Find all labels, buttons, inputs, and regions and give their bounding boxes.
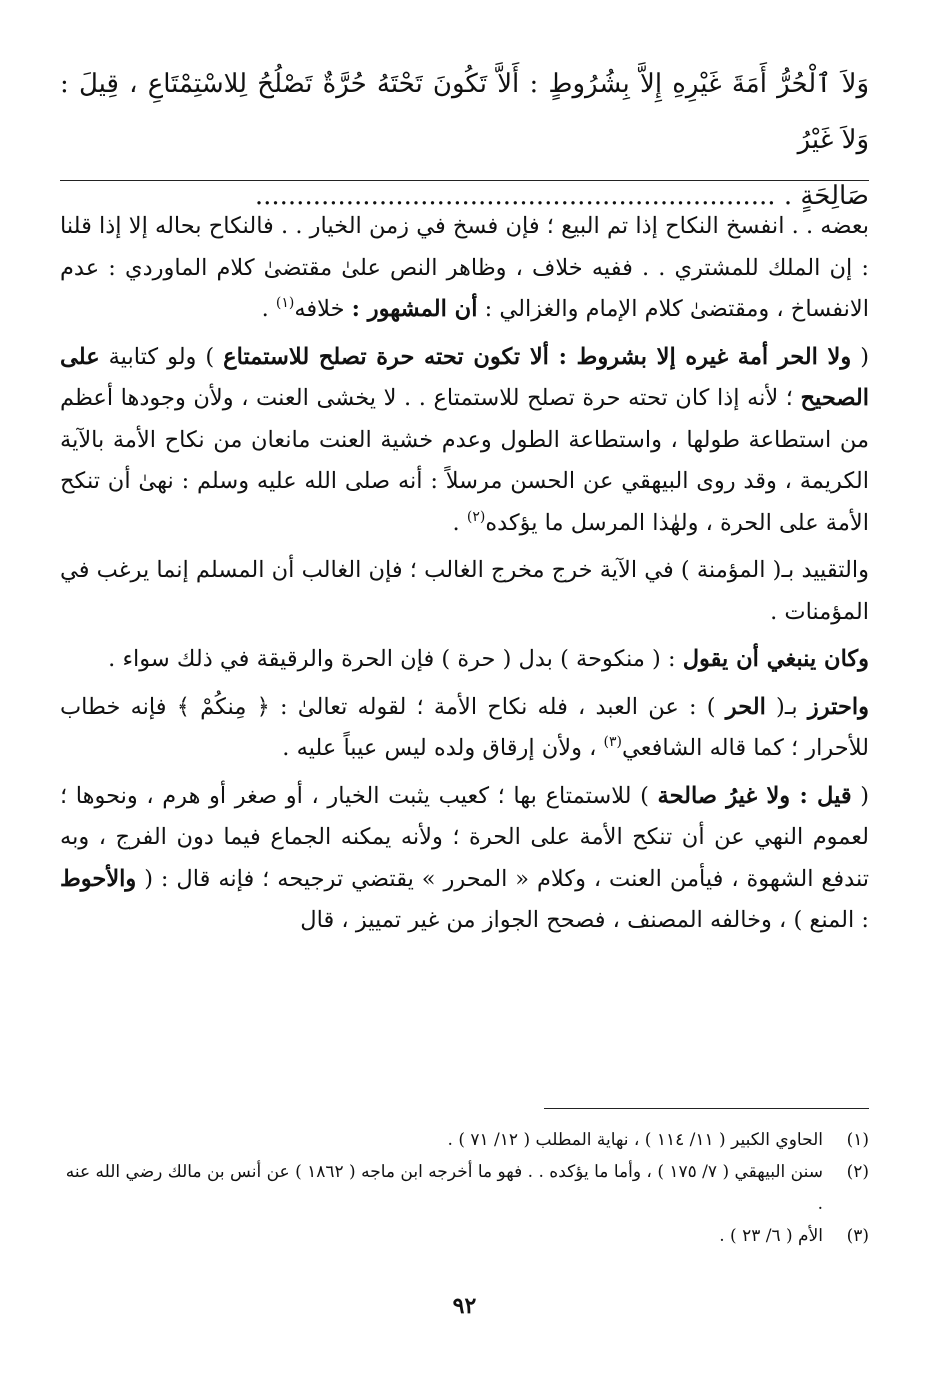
- p5-mid: بـ(: [765, 693, 808, 720]
- p6-open: (: [851, 782, 870, 809]
- matn-line-1: وَلاَ ٱلْحُرُّ أَمَةَ غَيْرِهِ إِلاَّ بِشُرُوطٍ : أَلاَّ تَكُونَ تَحْتَهُ حُرَّةٌ تَصْلُحُ لِلاسْتِمْتَاعِ ، قِيلَ : وَلاَ غَيْرُ: [60, 69, 869, 155]
- p1-end: .: [261, 296, 276, 322]
- p2-open: (: [851, 343, 870, 370]
- footnote-separator-rule: [544, 1108, 869, 1109]
- p3-text: والتقييد بـ( المؤمنة ) في الآية خرج مخرج الغالب ؛ فإن الغالب أن المسلم إنما يرغب في المؤمنات .: [60, 557, 869, 625]
- p1-bold: أن المشهور :: [351, 296, 478, 322]
- page-number: ٩٢: [452, 1293, 477, 1319]
- p6-text-2: : المنع ) ، وخالفه المصنف ، فصحح الجواز من غير تمييز ، قال: [300, 907, 869, 933]
- footnote-text: سنن البيهقي ( ٧/ ١٧٥ ) ، وأما ما يؤكده . . فهو ما أخرجه ابن ماجه ( ١٨٦٢ ) عن أنس بن مالك رضي الله عنه .: [65, 1162, 823, 1214]
- footnote-number: (٣): [846, 1226, 869, 1246]
- footnotes: [60, 1124, 869, 1252]
- p2-bold-1: ولا الحر أمة غيره إلا بشروط : ألا تكون تحته حرة تصلح للاستمتاع: [223, 343, 852, 370]
- matn-line-2: صَالِحَةٍ .: [783, 181, 869, 211]
- paragraph-4: [60, 639, 869, 681]
- footnote-1: [60, 1124, 869, 1156]
- paragraph-3: [60, 550, 869, 633]
- footnote-ref-2[interactable]: (٢): [466, 508, 486, 525]
- matn-separator-rule: [60, 180, 869, 181]
- footnote-text: الأم ( ٦/ ٢٣ ) .: [719, 1226, 823, 1246]
- p1-tail: خلافه: [294, 296, 345, 322]
- footnote-number: (٢): [846, 1162, 869, 1182]
- p6-bold-2: والأحوط: [60, 865, 137, 892]
- paragraph-5: [60, 687, 869, 770]
- book-page: [60, 0, 869, 1375]
- commentary-text: [60, 206, 869, 948]
- paragraph-2: [60, 337, 869, 545]
- p5-text: ) : عن العبد ، فله نكاح الأمة ؛ لقوله تعالىٰ : ﴿ مِنكُمْ ﴾ فإنه خطاب للأحرار ؛ كما قاله الشافعي: [60, 693, 869, 761]
- footnote-ref-1[interactable]: (١): [275, 295, 295, 311]
- p5-bold-2: الحر: [725, 693, 766, 720]
- p4-text: : ( منكوحة ) بدل ( حرة ) فإن الحرة والرقيقة في ذلك سواء .: [108, 646, 683, 672]
- matn-dots: ...............................................................: [254, 181, 776, 211]
- p2-end: .: [452, 509, 467, 536]
- footnote-2: [60, 1156, 869, 1220]
- p5-end: ، ولأن إرقاق ولده ليس عيباً عليه .: [282, 735, 604, 761]
- paragraph-1: [60, 206, 869, 331]
- p6-bold-1: قيل : ولا غيرُ صالحة: [657, 782, 852, 809]
- p1-text: بعضه . . انفسخ النكاح إذا تم البيع ؛ فإن فسخ في زمن الخيار . . فالنكاح بحاله إلا إذا قلنا : إن الملك للمشتري . . ففيه خلاف ، وظاهر النص علىٰ مقتضىٰ كلام الماوردي : عدم الانفساخ ، ومقتضىٰ كلام الإمام والغزالي :: [60, 213, 869, 322]
- footnote-ref-3[interactable]: (٣): [603, 734, 623, 750]
- footnote-number: (١): [846, 1130, 869, 1150]
- footnote-3: [60, 1220, 869, 1252]
- footnote-text: الحاوي الكبير ( ١١/ ١١٤ ) ، نهاية المطلب ( ١٢/ ٧١ ) .: [447, 1130, 823, 1150]
- p6-text-1: ) للاستمتاع بها ؛ كعيب يثبت الخيار ، أو صغر أو هرم ، ونحوها ؛ لعموم النهي عن أن تنكح الأمة على الحرة ؛ ولأنه يمكنه الجماع فيما دون الفرج ، وبه تندفع الشهوة ، فيأمن العنت ، وكلام « المحرر » يقتضي ترجيحه ؛ فإنه قال : (: [60, 782, 869, 892]
- matn-text-block: [60, 56, 869, 224]
- p2-mid: ) ولو كتابية: [99, 343, 224, 370]
- p2-text: ؛ لأنه إذا كان تحته حرة تصلح للاستمتاع . . لا يخشى العنت ، ولأن وجودها أعظم من استطاعة طولها ، واستطاعة الطول وعدم خشية العنت مانعان من نكاح الأمة بالآية الكريمة ، وقد روى البيهقي عن الحسن مرسلاً : أنه صلى الله عليه وسلم : نهىٰ أن تنكح الأمة على الحرة ، ولهٰذا المرسل ما يؤكده: [60, 385, 869, 536]
- p5-bold-1: واحترز: [807, 693, 869, 720]
- paragraph-6: [60, 776, 869, 942]
- p4-bold: وكان ينبغي أن يقول: [682, 646, 869, 672]
- p2-bold-2: على الصحيح: [60, 343, 869, 411]
